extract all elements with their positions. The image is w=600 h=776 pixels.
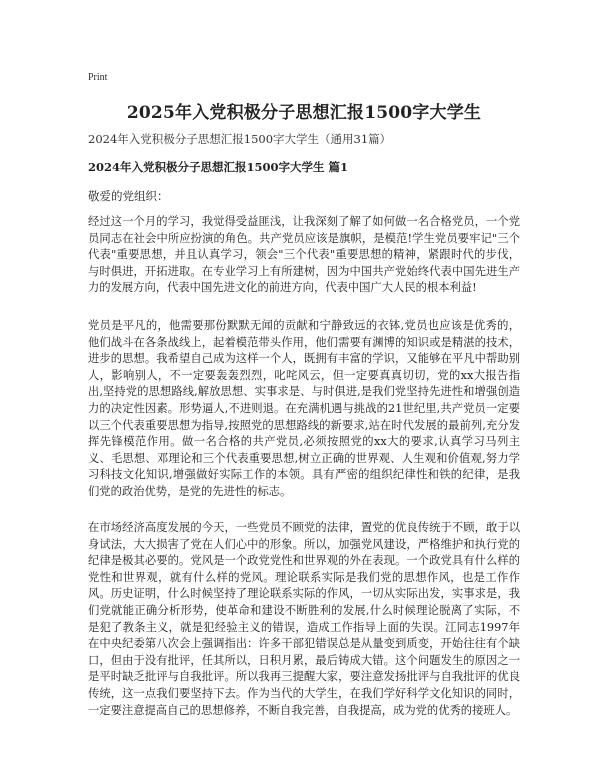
paragraph-3: 在市场经济高度发展的今天，一些党员不顾党的法律，置党的优良传统于不顾，敢于以身试法，大大损害了党在人们心中的形象。所以，加强党风建设，严格维护和执行党的纪律是极其必要的。党风是一个政党党性和世界观的外在表现。一个政党具有什么样的党性和世界观，就有什么样的党风。理论联系实际是我们党的思想作风，也是工作作风。历史证明，什么时候坚持了理论联系实际的作风，一切从实际出发，实事求是，我们党就能正确分析形势，使革命和建设不断胜利的发展,什么时候理论脱离了实际，不是犯了教条主义，就是犯经验主义的错误，造成工作指导上面的失误。江同志1997年在中央纪委第八次会上强调指出：许多干部犯错误总是从量变到质变，开始往往有个缺口，但由于没有批评，任其所以，日积月累，最后铸成大错。这个问题发生的原因之一是平时缺乏批评与自我批评。所以我再三提醒大家，要注意发扬批评与自我批评的优良传统，这一点我们要坚持下去。作为当代的大学生，在我们学好科学文化知识的同时，一定要注意提高自己的思想修养，不断自我完善，自我提高，成为党的优秀的接班人。 (88, 521, 520, 717)
print-label[interactable]: Print (88, 72, 108, 83)
document-subtitle: 2024年入党积极分子思想汇报1500字大学生（通用31篇） (88, 132, 392, 146)
section-heading: 2024年入党积极分子思想汇报1500字大学生 篇1 (88, 160, 349, 174)
page-title: 2025年入党积极分子思想汇报1500字大学生 (126, 103, 482, 123)
greeting-line: 敬爱的党组织： (88, 189, 169, 203)
paragraph-2: 党员是平凡的，他需要那份默默无闻的贡献和宁静致远的衣钵,党员也应该是优秀的，他们战斗在各条战线上，起着模范带头作用，他们需要有渊博的知识或是精湛的技术，进步的思想。我希望自己成为这样一个人，既拥有丰富的学识，又能够在平凡中帮助别人，影响别人，不一定要轰轰烈烈，叱咤风云，但一定要真真切切，党的xx大报告指出,坚持党的思想路线,解放思想、实事求是、与时俱进,是我们党坚持先进性和增强创造力的决定性因素。形势逼人,不进则退。在充满机遇与挑战的21世纪里,共产党员一定要以三个代表重要思想为指导,按照党的思想路线的新要求,站在时代发展的最前列,充分发挥先锋模范作用。做一名合格的共产党员,必须按照党的xx大的要求,认真学习马列主义、毛思想、邓理论和三个代表重要思想,树立正确的世界观、人生观和价值观,努力学习科技文化知识,增强做好实际工作的本领。具有严密的组织纪律性和铁的纪律，是我们党的政治优势，是党的先进性的标志。 (88, 319, 520, 498)
paragraph-1: 经过这一个月的学习，我觉得受益匪浅，让我深刻了解了如何做一名合格党员，一个党员同志在社会中所应扮演的角色。共产党员应该是旗帜，是模范!学生党员要牢记"三个代表"重要思想，并且认真学习，领会"三个代表"重要思想的精神，紧跟时代的步伐，与时俱进，开拓进取。在专业学习上有所建树，因为中国共产党始终代表中国先进生产力的发展方向，代表中国先进文化的前进方向，代表中国广大人民的根本利益! (88, 215, 520, 295)
